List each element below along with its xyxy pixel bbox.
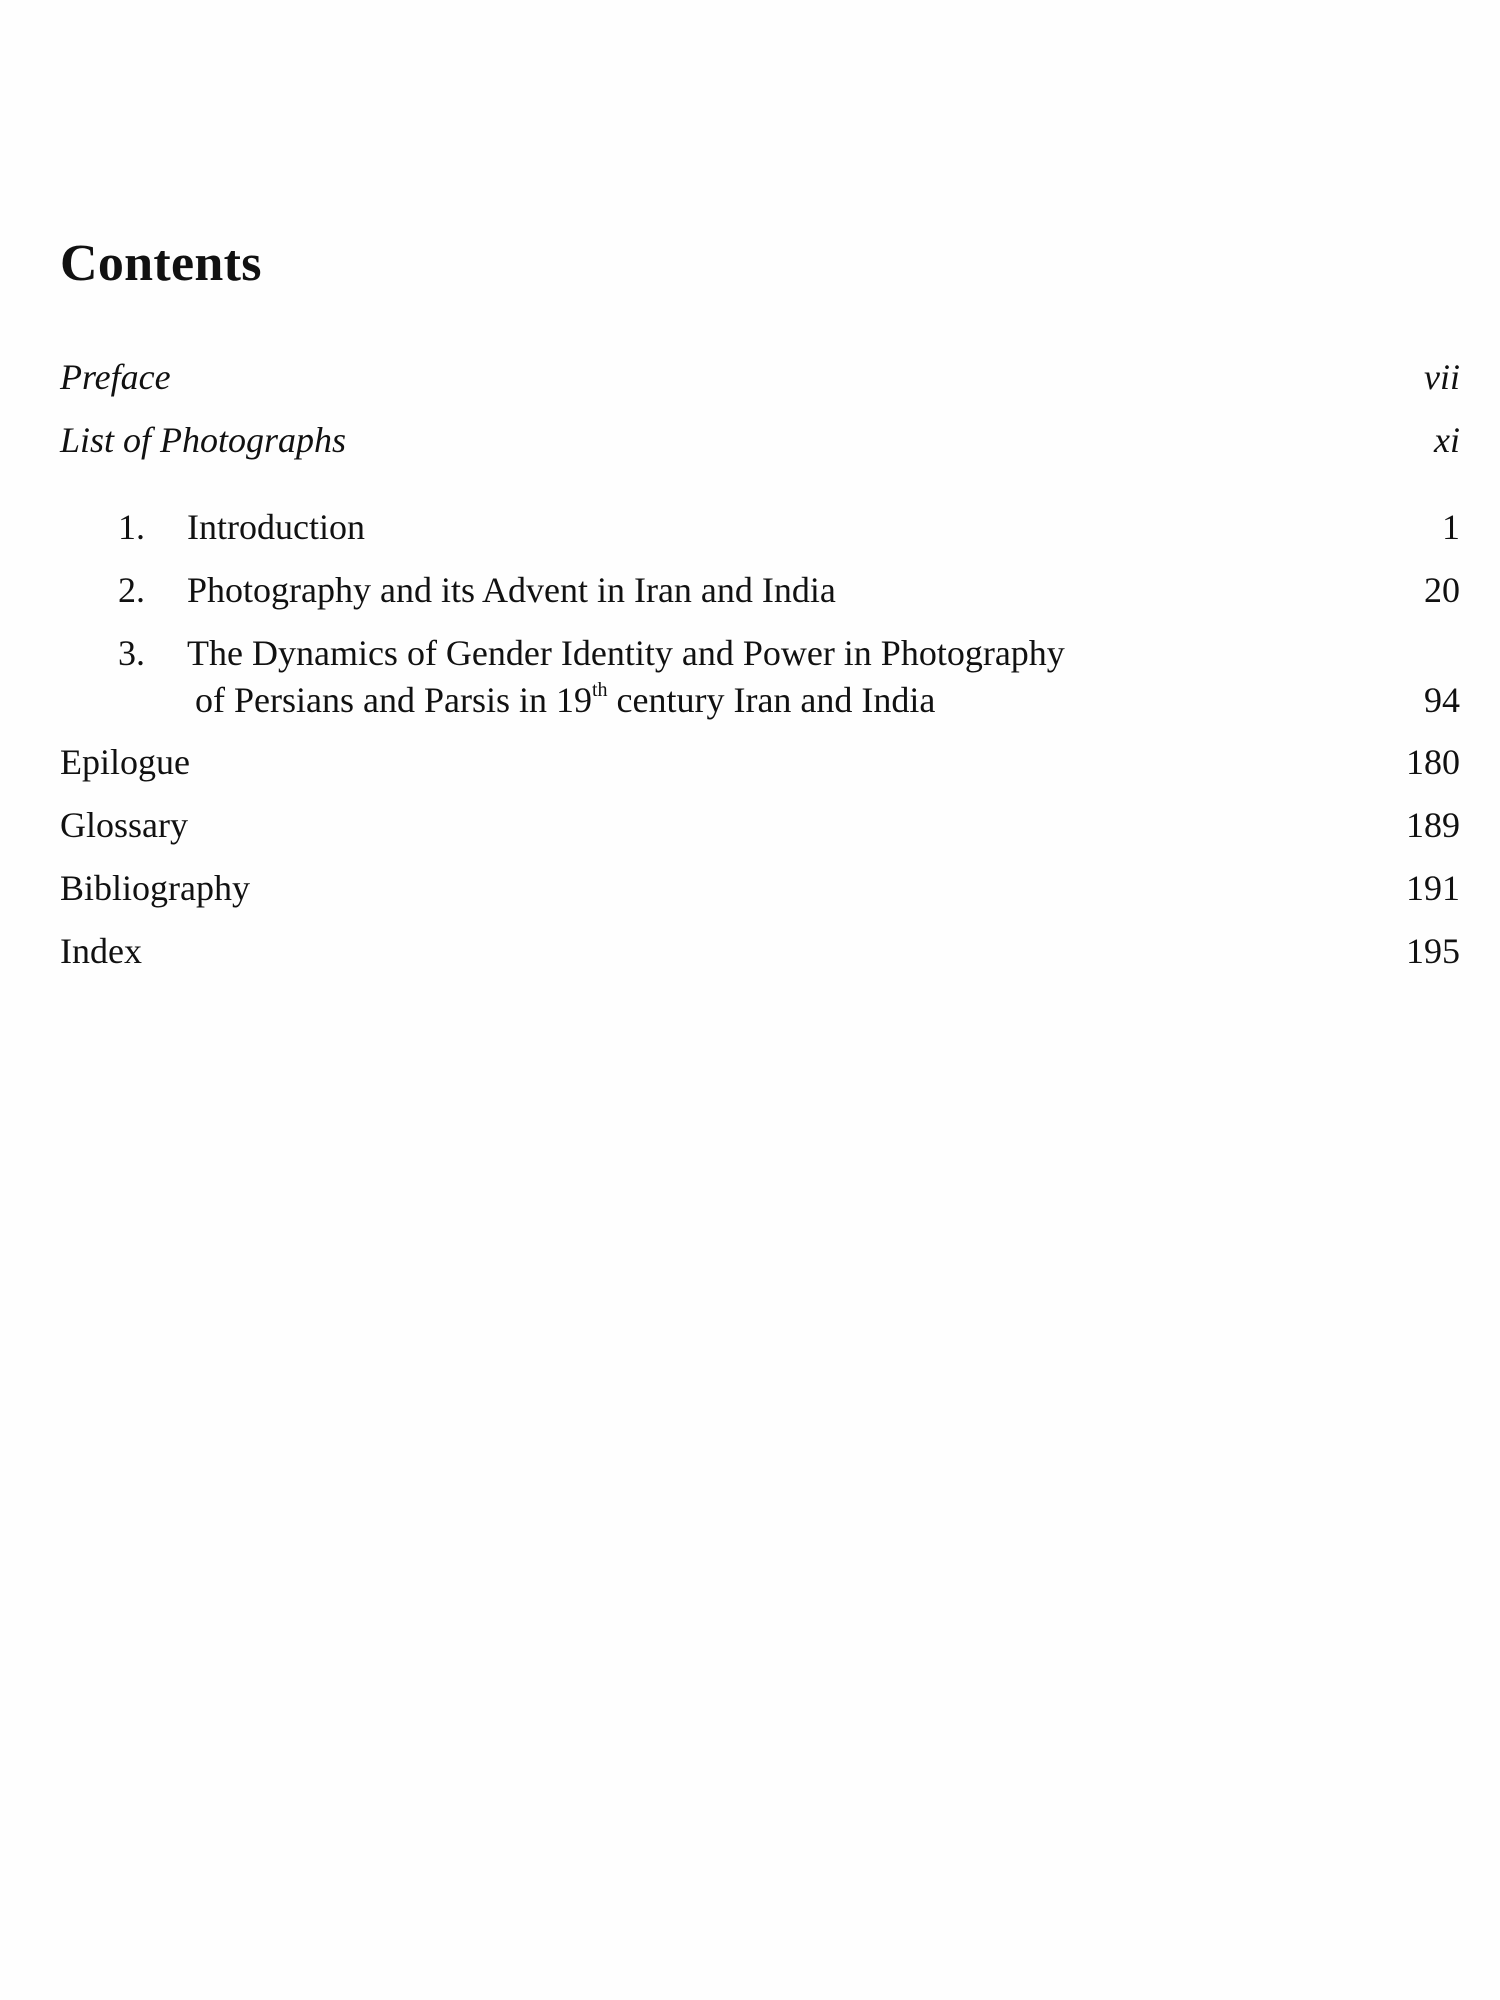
toc-entry-label-line-2: [195, 679, 936, 720]
toc-entry-label: Index: [60, 931, 142, 971]
toc-entry-page: 191: [1406, 868, 1460, 908]
chapter-number: 2.: [118, 570, 145, 610]
ordinal-suffix: th: [591, 679, 608, 701]
toc-entry-page: xi: [1434, 420, 1460, 460]
toc-entry-label: Epilogue: [60, 742, 190, 782]
toc-entry-page: 180: [1406, 742, 1460, 782]
toc-entry-label: List of Photographs: [60, 420, 347, 460]
toc-entry-page: 189: [1406, 805, 1460, 845]
toc-entry-label-line-2-post: century Iran and India: [607, 680, 936, 720]
toc-entry-page: 1: [1442, 507, 1460, 547]
toc-entry-page: 195: [1406, 931, 1460, 971]
chapter-number: 1.: [118, 507, 145, 547]
chapter-number: 3.: [118, 633, 145, 673]
toc-entry-label: Preface: [60, 357, 171, 397]
toc-entry-label-line-1: The Dynamics of Gender Identity and Power in Photography: [187, 633, 1065, 673]
page-title: Contents: [60, 235, 262, 292]
toc-entry-label-line-2-pre: of Persians and Parsis in 19: [195, 680, 592, 720]
toc-entry-label: Introduction: [187, 507, 365, 547]
toc-entry-page: 94: [1424, 680, 1460, 720]
toc-entry-label: Photography and its Advent in Iran and India: [187, 570, 836, 610]
toc-entry-page: 20: [1424, 570, 1460, 610]
toc-entry-label: Bibliography: [60, 868, 250, 908]
toc-entry-page: vii: [1424, 357, 1460, 397]
toc-entry-chapter-3[interactable]: [60, 635, 1460, 725]
toc-entry-label: Glossary: [60, 805, 188, 845]
